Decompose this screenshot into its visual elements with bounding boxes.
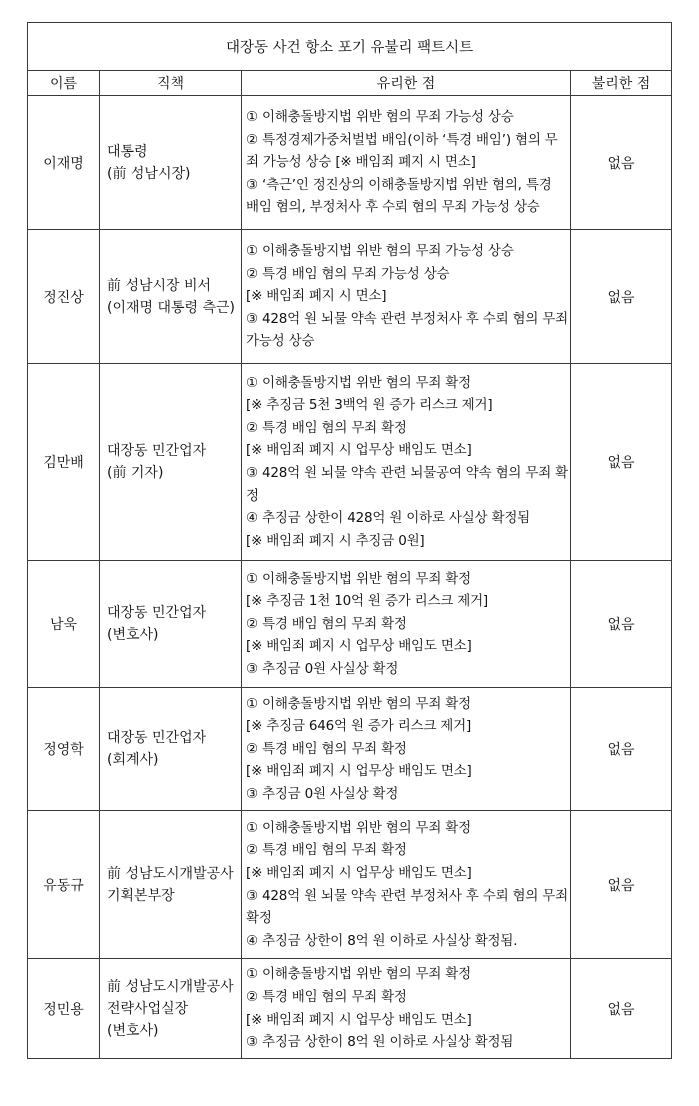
position-line: (이재명 대통령 측근): [107, 299, 236, 316]
position-line: (회계사): [107, 752, 159, 768]
position-line: 前 성남도시개발공사: [107, 865, 234, 882]
person-name: 정민용: [28, 959, 100, 1059]
table-title: 대장동 사건 항소 포기 유불리 팩트시트: [28, 23, 672, 71]
person-position: [100, 561, 242, 688]
header-disadvantages: 불리한 점: [571, 71, 672, 96]
table-row: [28, 561, 672, 688]
table-row: [28, 230, 672, 364]
advantages-cell: ① 이해충돌방지법 위반 혐의 무죄 확정 ② 특경 배임 혐의 무죄 확정 [※ 배임죄 폐지 시 업무상 배임도 면소] ③ 428억 원 뇌물 약속 관련 부정처사 후 수뢰 혐의 무죄 확정 ④ 추징금 상한이 8억 원 이하로 사실상 확정됨.: [242, 811, 571, 959]
advantages-cell: ① 이해충돌방지법 위반 혐의 무죄 가능성 상승 ② 특정경제가중처벌법 배임(이하 ‘특경 배임’) 혐의 무죄 가능성 상승 [※ 배임죄 폐지 시 면소] ③ ‘측근’인 정진상의 이해충돌방지법 위반 혐의, 특경 배임 혐의, 부정처사 후 수뢰 혐의 무죄 가능성 상승: [242, 96, 571, 230]
position-line: 대장동 민간업자: [107, 443, 207, 459]
position-line: 前 성남도시개발공사: [107, 978, 234, 995]
position-line: 전략사업실장: [107, 1000, 189, 1017]
person-position: [100, 230, 242, 364]
person-name: 유동규: [28, 811, 100, 959]
advantages-cell: ① 이해충돌방지법 위반 혐의 무죄 확정 [※ 추징금 646억 원 증가 리스크 제거] ② 특경 배임 혐의 무죄 확정 [※ 배임죄 폐지 시 업무상 배임도 면소] ③ 추징금 0원 사실상 확정: [242, 688, 571, 811]
disadvantages-cell: 없음: [571, 959, 672, 1059]
position-line: (前 성남시장): [107, 165, 191, 182]
person-name: 이재명: [28, 96, 100, 230]
advantages-cell: ① 이해충돌방지법 위반 혐의 무죄 가능성 상승 ② 특경 배임 혐의 무죄 가능성 상승 [※ 배임죄 폐지 시 면소] ③ 428억 원 뇌물 약속 관련 부정처사 후 수뢰 혐의 무죄 가능성 상승: [242, 230, 571, 364]
disadvantages-cell: 없음: [571, 230, 672, 364]
person-position: [100, 96, 242, 230]
person-name: 김만배: [28, 364, 100, 561]
person-position: [100, 959, 242, 1059]
header-row: [28, 71, 672, 96]
advantages-cell: ① 이해충돌방지법 위반 혐의 무죄 확정 [※ 추징금 1천 10억 원 증가 리스크 제거] ② 특경 배임 혐의 무죄 확정 [※ 배임죄 폐지 시 업무상 배임도 면소] ③ 추징금 0원 사실상 확정: [242, 561, 571, 688]
disadvantages-cell: 없음: [571, 811, 672, 959]
table-row: [28, 96, 672, 230]
header-advantages: 유리한 점: [242, 71, 571, 96]
person-name: 정진상: [28, 230, 100, 364]
person-name: 정영학: [28, 688, 100, 811]
table-row: [28, 959, 672, 1059]
position-line: (변호사): [107, 627, 159, 643]
disadvantages-cell: 없음: [571, 96, 672, 230]
position-line: (변호사): [107, 1022, 159, 1039]
position-line: 대통령: [107, 143, 148, 160]
advantages-cell: ① 이해충돌방지법 위반 혐의 무죄 확정 [※ 추징금 5천 3백억 원 증가 리스크 제거] ② 특경 배임 혐의 무죄 확정 [※ 배임죄 폐지 시 업무상 배임도 면소] ③ 428억 원 뇌물 약속 관련 뇌물공여 약속 혐의 무죄 확정 ④ 추징금 상한이 428억 원 이하로 사실상 확정됨 [※ 배임죄 폐지 시 추징금 0원]: [242, 364, 571, 561]
position-line: (前 기자): [107, 465, 164, 481]
person-name: 남욱: [28, 561, 100, 688]
table-row: [28, 364, 672, 561]
position-line: 기획본부장: [107, 887, 175, 904]
person-position: [100, 811, 242, 959]
person-position: [100, 364, 242, 561]
person-position: [100, 688, 242, 811]
fact-sheet-table: [27, 22, 672, 1059]
disadvantages-cell: 없음: [571, 688, 672, 811]
advantages-cell: ① 이해충돌방지법 위반 혐의 무죄 확정 ② 특경 배임 혐의 무죄 확정 [※ 배임죄 폐지 시 업무상 배임도 면소] ③ 추징금 상한이 8억 원 이하로 사실상 확정됨: [242, 959, 571, 1059]
disadvantages-cell: 없음: [571, 561, 672, 688]
header-position: 직책: [100, 71, 242, 96]
disadvantages-cell: 없음: [571, 364, 672, 561]
position-line: 前 성남시장 비서: [107, 277, 212, 294]
table-row: [28, 811, 672, 959]
table-row: [28, 688, 672, 811]
header-name: 이름: [28, 71, 100, 96]
position-line: 대장동 민간업자: [107, 730, 207, 746]
position-line: 대장동 민간업자: [107, 605, 207, 621]
fact-sheet: [27, 22, 671, 1059]
